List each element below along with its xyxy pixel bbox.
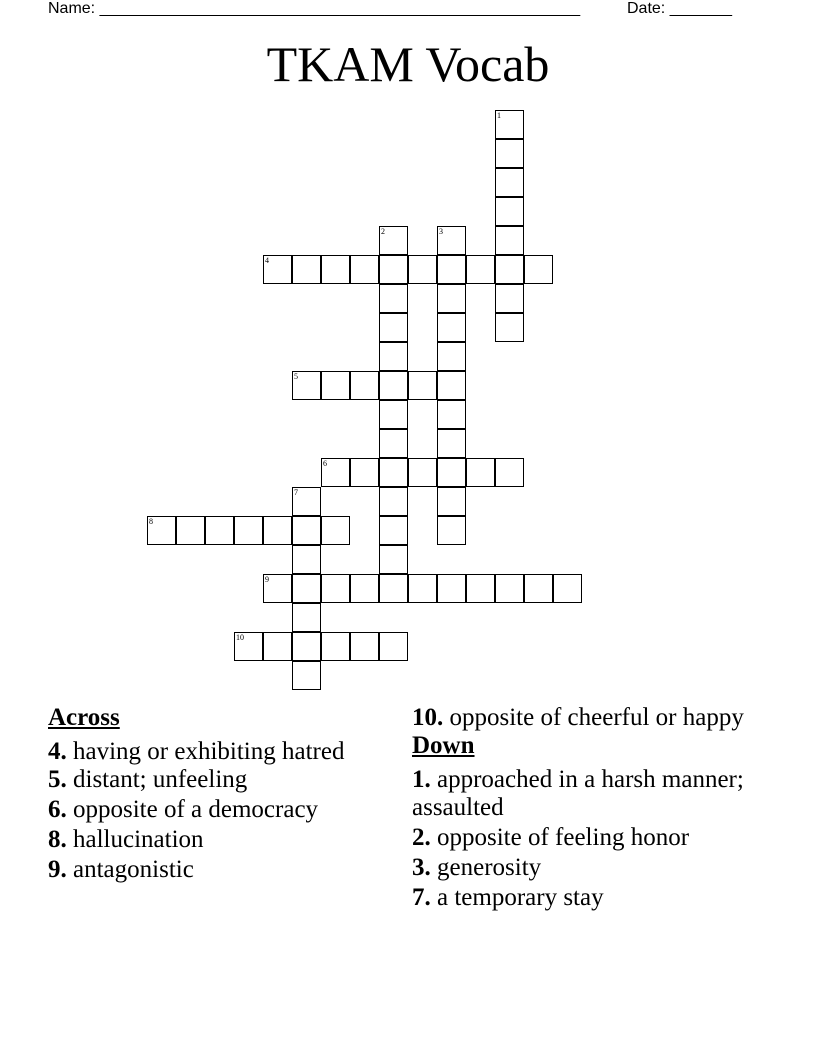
clue-down-7 — [412, 884, 752, 912]
clues-column-left — [48, 704, 388, 884]
grid-cell[interactable] — [379, 516, 408, 545]
cell-number: 5 — [294, 372, 298, 381]
grid-cell[interactable] — [292, 487, 321, 516]
grid-cell[interactable] — [437, 458, 466, 487]
clue-number: 3. — [412, 854, 431, 881]
clues-column-right — [412, 704, 752, 912]
grid-cell[interactable] — [321, 516, 350, 545]
across-heading: Across — [48, 704, 120, 731]
clue-number: 5. — [48, 766, 67, 793]
grid-cell[interactable] — [495, 458, 524, 487]
grid-cell[interactable] — [379, 458, 408, 487]
grid-cell[interactable] — [350, 458, 379, 487]
grid-cell[interactable] — [234, 632, 263, 661]
cell-number: 10 — [236, 633, 244, 642]
clue-across-5 — [48, 766, 388, 794]
grid-cell[interactable] — [379, 342, 408, 371]
grid-cell[interactable] — [292, 371, 321, 400]
cell-number: 8 — [149, 517, 153, 526]
grid-cell[interactable] — [495, 574, 524, 603]
grid-cell[interactable] — [350, 255, 379, 284]
cell-number: 6 — [323, 459, 327, 468]
grid-cell[interactable] — [321, 371, 350, 400]
clue-down-1 — [412, 766, 752, 822]
grid-cell[interactable] — [379, 400, 408, 429]
grid-cell[interactable] — [437, 226, 466, 255]
grid-cell[interactable] — [350, 632, 379, 661]
grid-cell[interactable] — [292, 574, 321, 603]
grid-cell[interactable] — [495, 255, 524, 284]
clue-text: antagonistic — [66, 856, 194, 883]
grid-cell[interactable] — [524, 574, 553, 603]
grid-cell[interactable] — [292, 255, 321, 284]
clue-number: 2. — [412, 824, 431, 851]
grid-cell[interactable] — [495, 226, 524, 255]
clue-text: approached in a harsh manner; assaulted — [412, 766, 744, 821]
grid-cell[interactable] — [292, 632, 321, 661]
cell-number: 4 — [265, 256, 269, 265]
clue-number: 10. — [412, 704, 444, 731]
grid-cell[interactable] — [495, 110, 524, 139]
cell-number: 3 — [439, 227, 443, 236]
cell-number: 2 — [381, 227, 385, 236]
grid-cell[interactable] — [437, 574, 466, 603]
name-field: Name: ______________________________________________________ — [48, 0, 581, 17]
grid-cell[interactable] — [321, 458, 350, 487]
grid-cell[interactable] — [263, 574, 292, 603]
grid-cell[interactable] — [524, 255, 553, 284]
grid-cell[interactable] — [408, 458, 437, 487]
clue-text: opposite of cheerful or happy — [443, 704, 744, 731]
clue-number: 7. — [412, 884, 431, 911]
grid-cell[interactable] — [321, 574, 350, 603]
clue-across-4 — [48, 738, 388, 766]
clue-across-9 — [48, 856, 388, 884]
clue-text: generosity — [430, 854, 542, 881]
grid-cell[interactable] — [350, 371, 379, 400]
grid-cell[interactable] — [437, 371, 466, 400]
grid-cell[interactable] — [379, 487, 408, 516]
grid-cell[interactable] — [379, 574, 408, 603]
clue-number: 8. — [48, 826, 67, 853]
grid-cell[interactable] — [466, 255, 495, 284]
grid-cell[interactable] — [292, 661, 321, 690]
grid-cell[interactable] — [408, 574, 437, 603]
grid-cell[interactable] — [379, 313, 408, 342]
grid-cell[interactable] — [437, 313, 466, 342]
grid-cell[interactable] — [205, 516, 234, 545]
grid-cell[interactable] — [437, 487, 466, 516]
grid-cell[interactable] — [176, 516, 205, 545]
grid-cell[interactable] — [495, 313, 524, 342]
clue-number: 6. — [48, 796, 67, 823]
grid-cell[interactable] — [437, 284, 466, 313]
clue-text: opposite of a democracy — [66, 796, 319, 823]
grid-cell[interactable] — [379, 371, 408, 400]
clue-across-6 — [48, 796, 388, 824]
grid-cell[interactable] — [495, 284, 524, 313]
clue-number: 1. — [412, 766, 431, 793]
cell-number: 9 — [265, 575, 269, 584]
down-heading: Down — [412, 732, 475, 759]
date-field: Date: _______ — [627, 0, 732, 17]
grid-cell[interactable] — [292, 603, 321, 632]
grid-cell[interactable] — [379, 284, 408, 313]
grid-cell[interactable] — [437, 429, 466, 458]
grid-cell[interactable] — [292, 545, 321, 574]
grid-cell[interactable] — [379, 226, 408, 255]
clue-number: 4. — [48, 738, 67, 765]
clue-across-10 — [412, 704, 752, 732]
grid-cell[interactable] — [408, 371, 437, 400]
cell-number: 7 — [294, 488, 298, 497]
clue-text: hallucination — [66, 826, 204, 853]
grid-cell[interactable] — [437, 255, 466, 284]
clue-text: opposite of feeling honor — [430, 824, 690, 851]
clue-number: 9. — [48, 856, 67, 883]
grid-cell[interactable] — [553, 574, 582, 603]
grid-cell[interactable] — [408, 255, 437, 284]
clue-down-3 — [412, 854, 752, 882]
clue-text: having or exhibiting hatred — [66, 738, 345, 765]
grid-cell[interactable] — [350, 574, 379, 603]
grid-cell[interactable] — [263, 255, 292, 284]
grid-cell[interactable] — [437, 400, 466, 429]
grid-cell[interactable] — [379, 545, 408, 574]
grid-cell[interactable] — [263, 516, 292, 545]
cell-number: 1 — [497, 111, 501, 120]
grid-cell[interactable] — [495, 168, 524, 197]
grid-cell[interactable] — [147, 516, 176, 545]
grid-cell[interactable] — [495, 197, 524, 226]
grid-cell[interactable] — [466, 458, 495, 487]
grid-cell[interactable] — [263, 632, 292, 661]
grid-cell[interactable] — [379, 632, 408, 661]
clue-down-2 — [412, 824, 752, 852]
grid-cell[interactable] — [437, 342, 466, 371]
grid-cell[interactable] — [379, 429, 408, 458]
grid-cell[interactable] — [495, 139, 524, 168]
grid-cell[interactable] — [321, 632, 350, 661]
clue-text: distant; unfeeling — [66, 766, 248, 793]
grid-cell[interactable] — [379, 255, 408, 284]
grid-cell[interactable] — [321, 255, 350, 284]
page-title: TKAM Vocab — [266, 36, 550, 92]
grid-cell[interactable] — [292, 516, 321, 545]
grid-cell[interactable] — [437, 516, 466, 545]
clue-text: a temporary stay — [430, 884, 604, 911]
grid-cell[interactable] — [234, 516, 263, 545]
clue-across-8 — [48, 826, 388, 854]
grid-cell[interactable] — [466, 574, 495, 603]
